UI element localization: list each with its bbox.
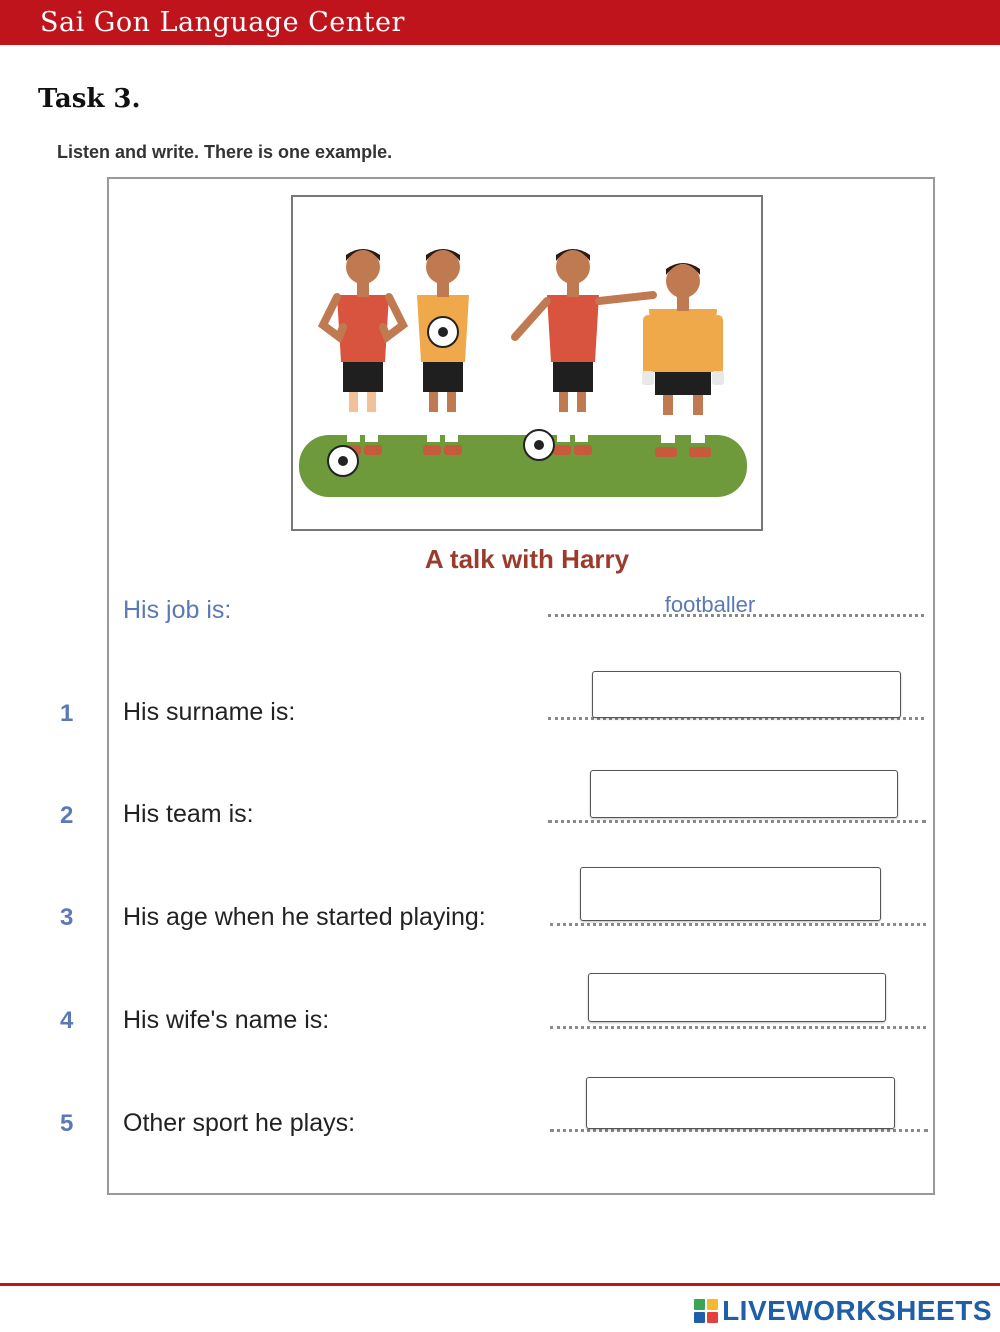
question-answer-line-5 (550, 1129, 928, 1132)
footballers-illustration-icon (293, 197, 761, 529)
question-answer-line-2 (548, 820, 926, 823)
illustration-frame (291, 195, 763, 531)
question-label-3: His age when he started playing: (123, 903, 486, 931)
header-title: Sai Gon Language Center (40, 7, 405, 38)
question-number-1: 1 (60, 700, 74, 727)
question-label-4: His wife's name is: (123, 1006, 330, 1034)
example-answer: footballer (664, 592, 756, 617)
brand-name: LIVEWORKSHEETS (722, 1295, 992, 1326)
header-bar (0, 0, 1000, 45)
question-label-5: Other sport he plays: (123, 1109, 356, 1137)
liveworksheets-brand (694, 1293, 992, 1329)
wife-name-answer-input[interactable] (588, 973, 886, 1022)
task-title: Task 3. (38, 84, 141, 114)
question-answer-line-3 (550, 923, 926, 926)
example-label: His job is: (123, 596, 232, 624)
question-number-5: 5 (60, 1110, 74, 1137)
question-answer-line-4 (550, 1026, 926, 1029)
question-label-2: His team is: (123, 800, 254, 828)
footer-divider (0, 1283, 1000, 1286)
liveworksheets-logo-icon (694, 1299, 718, 1323)
starting-age-answer-input[interactable] (580, 867, 881, 921)
worksheet-title: A talk with Harry (424, 544, 630, 574)
other-sport-answer-input[interactable] (586, 1077, 895, 1129)
task-instructions: Listen and write. There is one example. (57, 142, 393, 162)
question-label-1: His surname is: (123, 698, 296, 726)
surname-answer-input[interactable] (592, 671, 901, 718)
question-number-4: 4 (60, 1007, 74, 1034)
team-answer-input[interactable] (590, 770, 898, 818)
question-number-3: 3 (60, 904, 74, 931)
question-number-2: 2 (60, 802, 74, 829)
